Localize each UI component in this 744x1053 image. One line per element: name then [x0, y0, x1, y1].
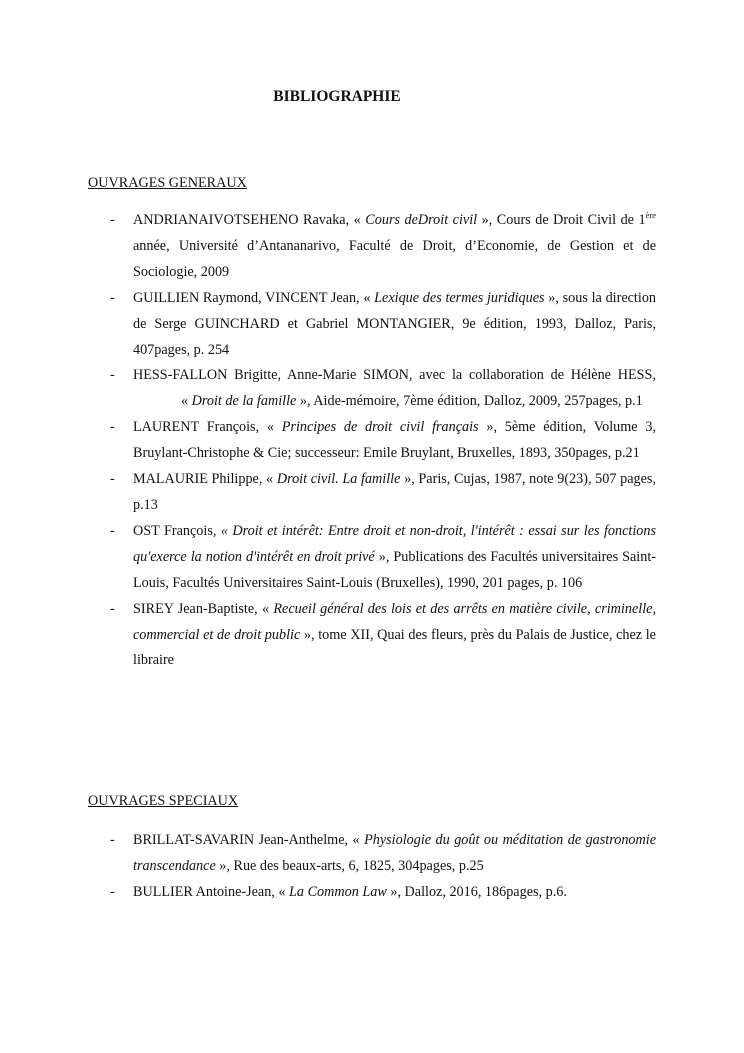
work-title: La Common Law: [289, 883, 387, 900]
list-item: - SIREY Jean-Baptiste, « Recueil général des lois et des arrêts en matière civile, criminelle, commercial et de droit public », tome XII, Quai des fleurs, près du Palais de Justice, chez le libraire: [88, 597, 656, 675]
list-bullet: -: [110, 419, 115, 436]
work-title: Droit civil. La famille: [276, 471, 401, 488]
list-item: - OST François, « Droit et intérêt: Entre droit et non-droit, l'intérêt : essai sur les fonctions qu'exerce la notion d'intérêt en droit privé », Publications des Facultés universitaires Saint-Louis, Facultés Universitaires Saint-Louis (Bruxelles), 1990, 201 pages, p. 106: [88, 519, 656, 597]
list-bullet: -: [110, 289, 115, 306]
work-title: Recueil général des lois et des arrêts en matière civile, criminelle, commercial et de droit public: [133, 600, 656, 643]
list-item: - ANDRIANAIVOTSEHENO Ravaka, « Cours deDroit civil », Cours de Droit Civil de 1ère année, Université d’Antananarivo, Faculté de Droit, d’Economie, de Gestion et de Sociologie, 2009: [110, 210, 656, 280]
work-title: Lexique des termes juridiques: [374, 289, 545, 306]
list-item: - HESS-FALLON Brigitte, Anne-Marie SIMON, avec la collaboration de Hélène HESS,« Droit de la famille », Aide-mémoire, 7ème édition, Dalloz, 2009, 257pages, p.1: [88, 363, 656, 415]
list-item: - GUILLIEN Raymond, VINCENT Jean, « Lexique des termes juridiques », sous la direction de Serge GUINCHARD et Gabriel MONTANGIER, 9e édition, 1993, Dalloz, Paris, 407pages, p. 254: [88, 286, 656, 364]
page-title: BIBLIOGRAPHIE: [273, 88, 401, 105]
bibliography-list-general: [88, 208, 656, 674]
list-bullet: -: [110, 832, 115, 848]
list-bullet: -: [110, 522, 115, 539]
list-bullet: -: [110, 471, 115, 488]
list-bullet: -: [110, 883, 115, 900]
work-title: « Droit et intérêt: Entre droit et non-droit, l'intérêt : essai sur les fonctions qu'exerce la notion d'intérêt en droit privé: [133, 522, 656, 565]
list-item: - LAURENT François, « Principes de droit civil français », 5ème édition, Volume 3, Bruylant-Christophe & Cie; successeur: Emile Bruylant, Bruxelles, 1893, 350pages, p.21: [88, 415, 656, 467]
work-title: Principes de droit civil français: [281, 419, 479, 436]
bibliography-list-special: [88, 828, 656, 906]
list-bullet: -: [110, 367, 115, 384]
work-title: Cours deDroit civil: [365, 212, 478, 228]
list-item: - BULLIER Antoine-Jean, « La Common Law », Dalloz, 2016, 186pages, p.6.: [88, 880, 656, 906]
work-title: Physiologie du goût ou méditation de gastronomie transcendance: [133, 832, 656, 874]
section-heading-special: OUVRAGES SPECIAUX: [88, 793, 239, 809]
list-item: - MALAURIE Philippe, « Droit civil. La famille », Paris, Cujas, 1987, note 9(23), 507 pages, p.13: [88, 467, 656, 519]
section-heading-general: OUVRAGES GENERAUX: [88, 175, 247, 191]
work-title: Droit de la famille: [191, 393, 297, 410]
list-bullet: -: [110, 212, 115, 228]
list-bullet: -: [110, 600, 115, 617]
list-item: - BRILLAT-SAVARIN Jean-Anthelme, « Physiologie du goût ou méditation de gastronomie transcendance », Rue des beaux-arts, 6, 1825, 304pages, p.25: [88, 828, 656, 880]
